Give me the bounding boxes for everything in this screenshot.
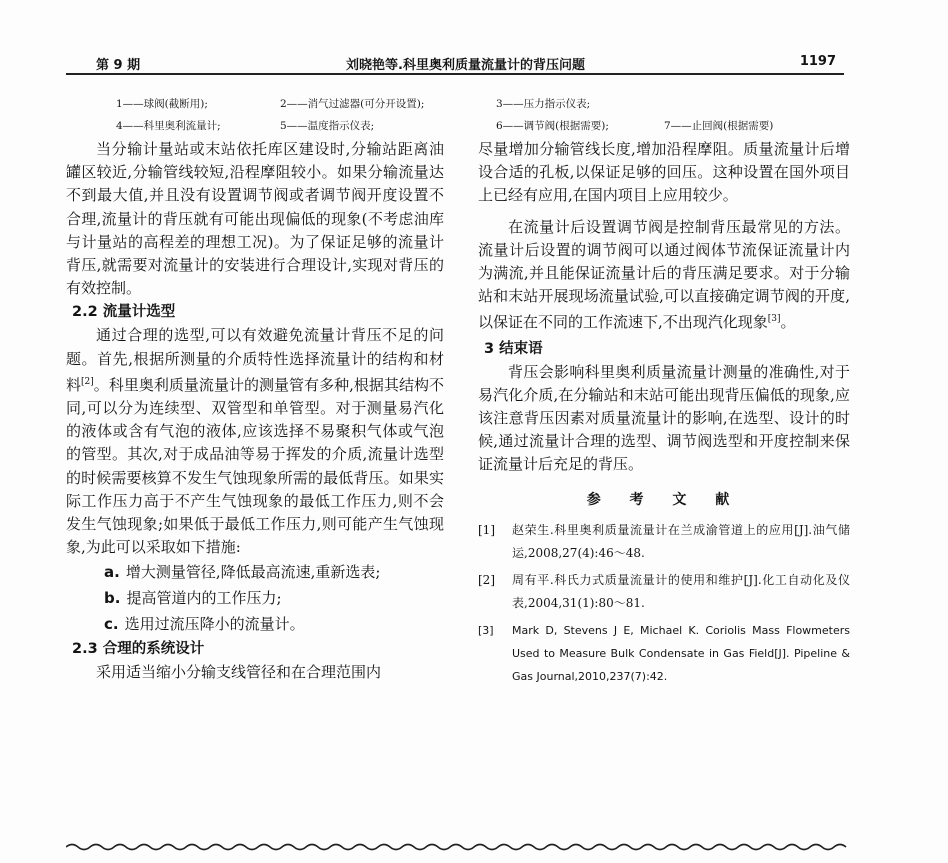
page-number: 1197 — [799, 54, 836, 69]
running-title: 刘晓艳等.科里奥利质量流量计的背压问题 — [346, 58, 585, 73]
running-header — [76, 50, 836, 72]
measure-a: a. 增大测量管径,降低最高流速,重新选表; — [104, 563, 381, 582]
section-3-heading: 3 结束语 — [484, 340, 543, 357]
continued-paragraph: 尽量增加分输管线长度,增加沿程摩阻。质量流量计后增设合适的孔板,以保证足够的回压。这种设置在国外项目上已经有应用,在国内项目上应用较少。 — [478, 140, 850, 205]
section-2-3-heading: 2.3 合理的系统设计 — [72, 641, 205, 658]
legend-item-5: 5——温度指示仪表; — [280, 120, 375, 132]
conclusion-paragraph: 背压会影响科里奥利质量流量计测量的准确性,对于易汽化介质,在分输站和末站可能出现背压偏低的现象,应该注意背压因素对质量流量计的影响,在选型、设计的时候,通过流量计合理的选型、调节阀选型和开度控制来保证流量计后充足的背压。 — [478, 362, 850, 474]
left-column — [66, 138, 444, 685]
legend-item-2: 2——消气过滤器(可分开设置); — [280, 98, 425, 110]
reference-item: [3] Mark D, Stevens J E, Michael K. Coriolis Mass Flowmeters Used to Measure Bulk Condensate in Gas Field[J]. Pipeline & Gas Journal,2010,237(7):42. — [478, 623, 850, 683]
header-rule — [66, 73, 844, 75]
references-heading: 参 考 文 献 — [586, 491, 742, 508]
right-column — [478, 138, 850, 692]
reference-item: [2] 周有平.科氏力式质量流量计的使用和维护[J].化工自动化及仪表,2004,31(1):80～81. — [478, 572, 850, 610]
legend-item-4: 4——科里奥利流量计; — [116, 120, 221, 132]
system-design-paragraph: 采用适当缩小分输支线管径和在合理范围内 — [96, 663, 382, 682]
section-2-2-heading: 2.2 流量计选型 — [72, 304, 176, 321]
legend-item-3: 3——压力指示仪表; — [496, 98, 591, 110]
reference-item: [1] 赵荣生.科里奥利质量流量计在兰成渝管道上的应用[J].油气储运,2008,27(4):46～48. — [478, 522, 850, 560]
measure-c: c. 选用过流压降小的流量计。 — [104, 615, 305, 634]
bottom-wavy-rule — [66, 842, 848, 852]
issue-label: 第 9 期 — [96, 58, 141, 73]
intro-paragraph: 当分输计量站或末站依托库区建设时,分输站距离油罐区较近,分输管线较短,沿程摩阻较小。如果分输流量达不到最大值,并且没有设置调节阀或者调节阀开度设置不合理,流量计的背压就有可能出现偏低的现象(不考虑油库与计量站的高程差的理想工况)。为了保证足够的流量计背压,就需要对流量计的安装进行合理设计,实现对背压的有效控制。 — [66, 140, 444, 298]
legend-item-7: 7——止回阀(根据需要) — [664, 120, 774, 132]
citation-3: [3] — [767, 314, 781, 325]
valve-paragraph: 在流量计后设置调节阀是控制背压最常见的方法。流量计后设置的调节阀可以通过阀体节流保证流量计内为满流,并且能保证流量计后的背压满足要求。对于分输站和末站开展现场流量试验,可以直接确定调节阀的开度,以保证在不同的工作流速下,不出现汽化现象[3]。 — [478, 217, 850, 332]
legend-item-6: 6——调节阀(根据需要); — [496, 120, 609, 132]
citation-2: [2] — [81, 376, 94, 387]
selection-paragraph: 通过合理的选型,可以有效避免流量计背压不足的问题。首先,根据所测量的介质特性选择流量计的结构和材料[2]。科里奥利质量流量计的测量管有多种,根据其结构不同,可以分为连续型、双管型和单管型。对于测量易汽化的液体或含有气泡的液体,应该选择不易聚积气体或气泡的管型。其次,对于成品油等易于挥发的介质,流量计选型的时候需要核算不发生气蚀现象所需的最低背压。如果实际工作压力高于不产生气蚀现象的最低工作压力,则不会发生气蚀现象;如果低于最低工作压力,则可能产生气蚀现象,为此可以采取如下措施: — [66, 326, 444, 557]
legend-item-1: 1——球阀(截断用); — [116, 98, 208, 110]
measure-b: b. 提高管道内的工作压力; — [104, 589, 282, 608]
